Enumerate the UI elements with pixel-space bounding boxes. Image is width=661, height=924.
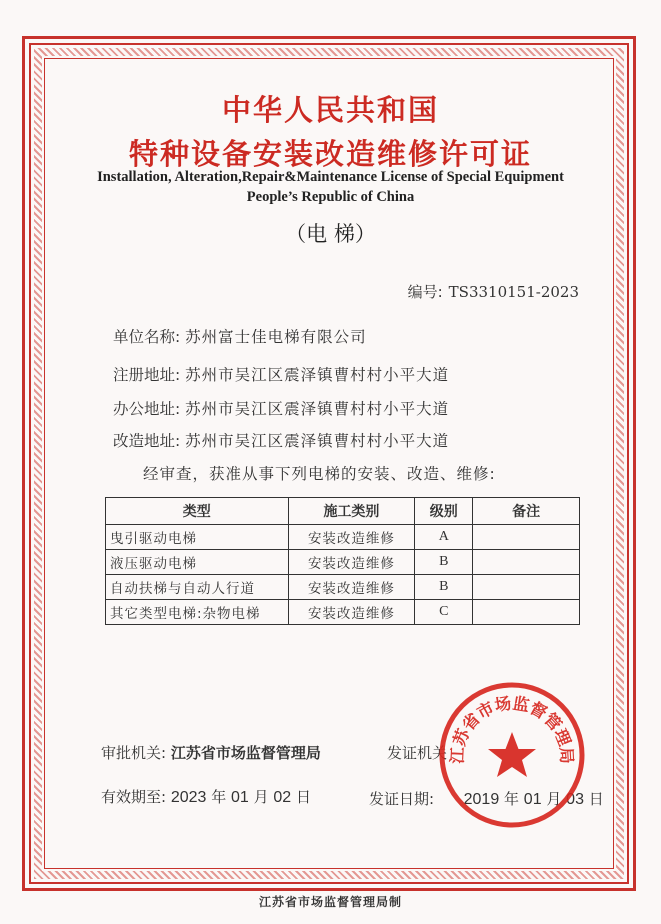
table-cell-remark	[473, 600, 580, 625]
issue-day: 03	[566, 791, 584, 808]
valid-until-label: 有效期至:	[101, 788, 167, 806]
issue-date-label: 发证日期:	[369, 790, 435, 808]
issue-year: 2019	[463, 791, 500, 808]
table-cell-level: B	[415, 550, 473, 575]
field-label: 注册地址:	[113, 366, 181, 384]
day-unit: 日	[588, 790, 604, 808]
month-unit: 月	[546, 790, 562, 808]
title-country: 中华人民共和国	[221, 93, 439, 127]
table-cell-category: 安装改造维修	[288, 550, 415, 575]
year-unit: 年	[211, 788, 227, 806]
field-office-address	[113, 397, 449, 419]
valid-month: 01	[231, 789, 249, 806]
month-unit: 月	[253, 788, 269, 806]
table-row	[106, 600, 580, 625]
field-registered-address	[113, 363, 449, 385]
table-cell-remark	[473, 525, 580, 550]
table-cell-category: 安装改造维修	[288, 600, 415, 625]
table-cell-category: 安装改造维修	[288, 575, 415, 600]
table-cell-level: B	[415, 575, 473, 600]
table-row	[106, 550, 580, 575]
table-cell-remark	[473, 575, 580, 600]
valid-day: 02	[273, 789, 292, 806]
approval-authority-label: 审批机关:	[101, 744, 167, 762]
table-cell-type: 液压驱动电梯	[106, 550, 289, 575]
field-label: 改造地址:	[113, 432, 181, 450]
field-company-name	[113, 325, 367, 347]
year-unit: 年	[504, 790, 520, 808]
table-cell-type: 曳引驱动电梯	[106, 525, 289, 550]
table-row	[106, 525, 580, 550]
day-unit: 日	[295, 788, 311, 806]
table-header-row	[106, 498, 580, 525]
field-alteration-address	[113, 429, 449, 451]
footer-issuer: 江苏省市场监督管理局制	[258, 895, 402, 909]
table-cell-type: 自动扶梯与自动人行道	[106, 575, 289, 600]
field-value: 苏州富士佳电梯有限公司	[185, 328, 367, 346]
table-header-cell: 备注	[473, 498, 580, 525]
table-row	[106, 575, 580, 600]
table-header-cell: 施工类别	[288, 498, 415, 525]
issuing-authority-label: 发证机关	[387, 744, 448, 762]
approval-authority-value: 江苏省市场监督管理局	[170, 744, 321, 762]
field-value: 苏州市吴江区震泽镇曹村村小平大道	[185, 400, 450, 418]
title-english-line2: People’s Republic of China	[246, 189, 415, 205]
table-cell-category: 安装改造维修	[288, 525, 415, 550]
table-cell-type: 其它类型电梯:杂物电梯	[106, 600, 289, 625]
official-seal	[437, 680, 587, 830]
table-cell-remark	[473, 550, 580, 575]
table-header-cell: 级别	[415, 498, 473, 525]
approval-intro-text: 经审查，获准从事下列电梯的安装、改造、维修:	[143, 465, 496, 483]
title-english-line1: Installation, Alteration,Repair&Maintenance License of Special Equipment	[97, 169, 564, 185]
table-cell-level: A	[415, 525, 473, 550]
issue-month: 01	[523, 791, 542, 808]
license-scope-table	[105, 497, 580, 625]
field-label: 办公地址:	[113, 400, 181, 418]
title-license: 特种设备安装改造维修许可证	[128, 137, 532, 171]
subtitle-elevator: （电 梯）	[285, 222, 376, 246]
field-value: 苏州市吴江区震泽镇曹村村小平大道	[185, 366, 450, 384]
approval-authority	[101, 742, 321, 763]
table-cell-level: C	[415, 600, 473, 625]
seal-star-icon	[488, 732, 536, 777]
certificate-number	[408, 281, 579, 302]
table-header-cell: 类型	[106, 498, 289, 525]
valid-year: 2023	[170, 789, 207, 806]
valid-until	[101, 786, 311, 807]
field-label: 单位名称:	[113, 328, 181, 346]
field-value: 苏州市吴江区震泽镇曹村村小平大道	[185, 432, 450, 450]
certificate-number-label: 编号:	[407, 283, 443, 301]
seal-text: 江苏省市场监督管理局	[447, 693, 577, 765]
certificate-number-value: TS3310151-2023	[448, 283, 579, 301]
